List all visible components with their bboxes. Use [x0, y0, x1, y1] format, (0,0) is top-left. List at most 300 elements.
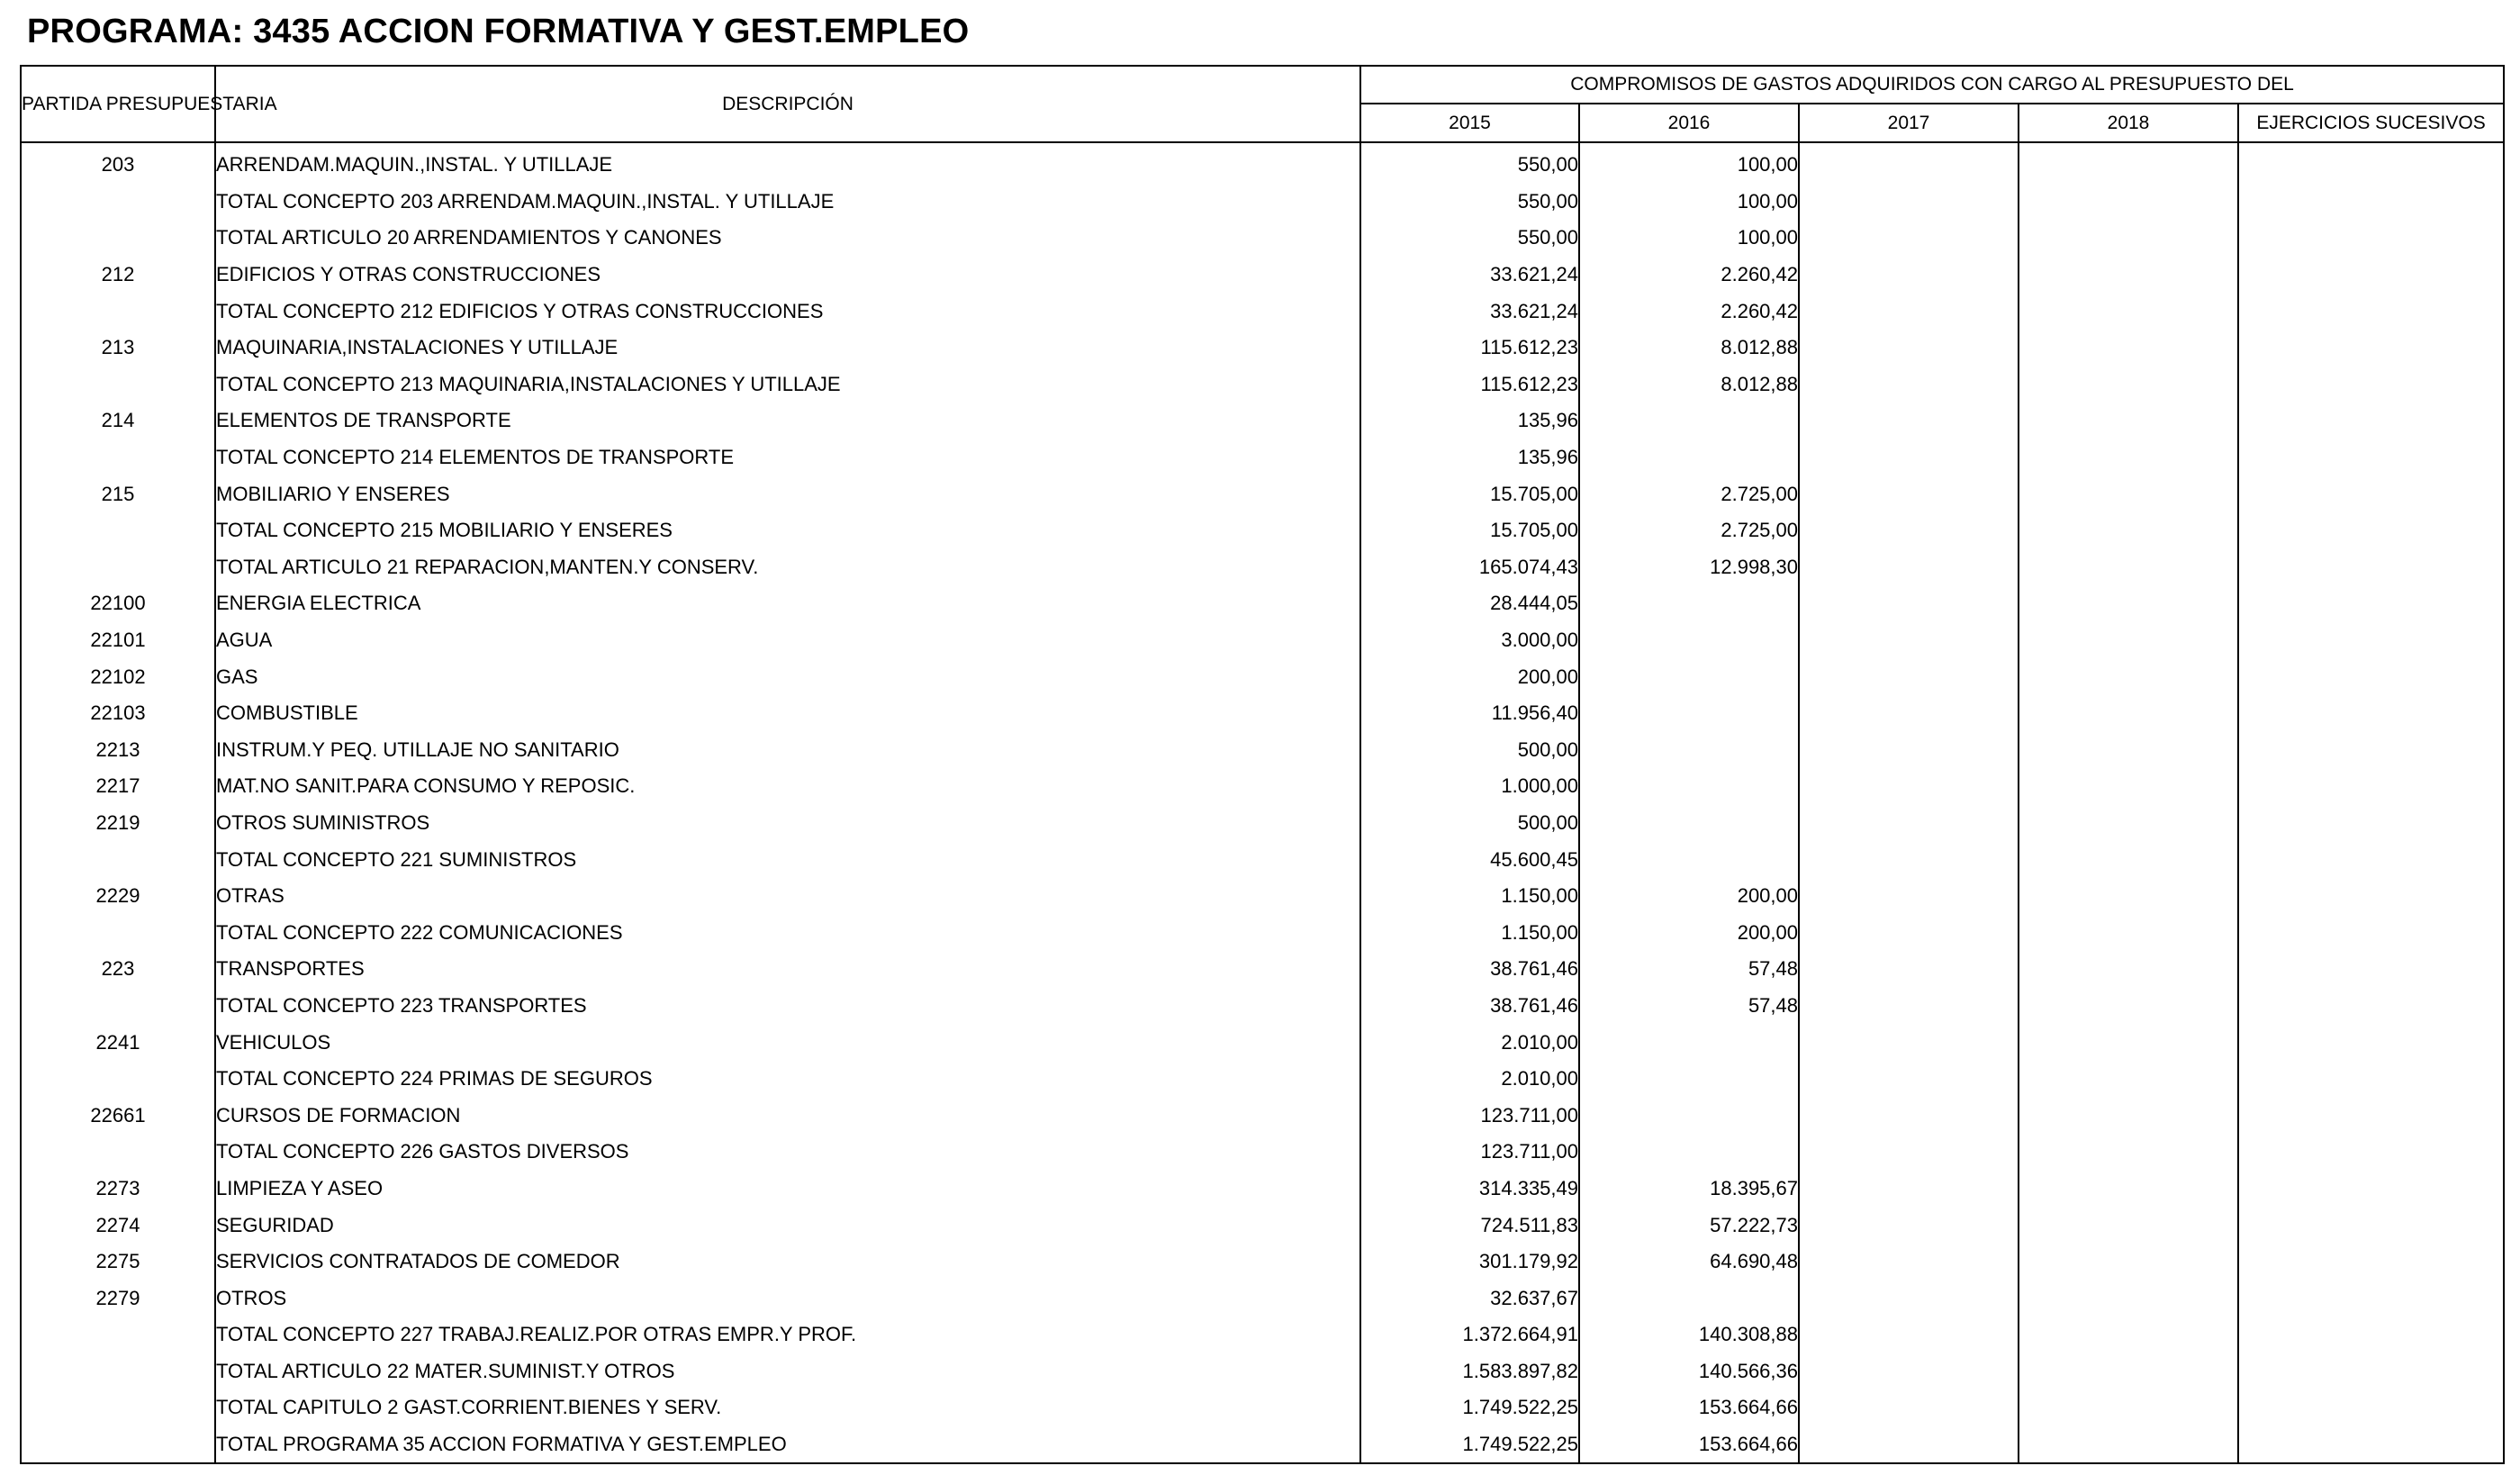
row-amount-2017	[1799, 695, 2019, 732]
row-amount-2017	[1799, 622, 2019, 659]
row-amount-2018	[2019, 805, 2238, 842]
table-row	[21, 695, 2504, 732]
row-amount-2018	[2019, 878, 2238, 915]
row-amount-sucesivos	[2238, 220, 2504, 257]
row-amount-sucesivos	[2238, 1207, 2504, 1244]
row-amount-2018	[2019, 475, 2238, 512]
row-code: 22661	[21, 1097, 215, 1134]
row-amount-2015: 28.444,05	[1360, 585, 1579, 622]
row-description: LIMPIEZA Y ASEO	[215, 1171, 1360, 1208]
row-amount-2018	[2019, 293, 2238, 330]
row-amount-2015: 115.612,23	[1360, 330, 1579, 366]
row-amount-2018	[2019, 1024, 2238, 1061]
row-code	[21, 1061, 215, 1098]
row-description: TOTAL CONCEPTO 212 EDIFICIOS Y OTRAS CONSTRUCCIONES	[215, 293, 1360, 330]
row-amount-2015: 38.761,46	[1360, 951, 1579, 988]
table-row	[21, 732, 2504, 769]
row-amount-2015: 11.956,40	[1360, 695, 1579, 732]
row-code: 213	[21, 330, 215, 366]
row-amount-2018	[2019, 549, 2238, 586]
row-amount-2016: 2.260,42	[1579, 293, 1799, 330]
row-amount-sucesivos	[2238, 1024, 2504, 1061]
page-title: PROGRAMA: 3435 ACCION FORMATIVA Y GEST.EMPLEO	[27, 13, 970, 50]
row-amount-2016	[1579, 805, 1799, 842]
row-amount-2016	[1579, 658, 1799, 695]
row-amount-sucesivos	[2238, 622, 2504, 659]
row-description: SEGURIDAD	[215, 1207, 1360, 1244]
row-amount-sucesivos	[2238, 1353, 2504, 1390]
row-code: 215	[21, 475, 215, 512]
row-code: 2241	[21, 1024, 215, 1061]
row-code	[21, 988, 215, 1025]
row-amount-2015: 33.621,24	[1360, 257, 1579, 294]
row-amount-2016	[1579, 1061, 1799, 1098]
row-description: TOTAL CONCEPTO 214 ELEMENTOS DE TRANSPORTE	[215, 439, 1360, 476]
row-amount-2018	[2019, 622, 2238, 659]
row-amount-2018	[2019, 1353, 2238, 1390]
row-amount-2017	[1799, 220, 2019, 257]
row-amount-2017	[1799, 1134, 2019, 1171]
row-amount-2016: 18.395,67	[1579, 1171, 1799, 1208]
row-amount-2017	[1799, 1171, 2019, 1208]
header-year-2015: 2015	[1360, 104, 1579, 142]
row-amount-2017	[1799, 988, 2019, 1025]
row-amount-2015: 1.372.664,91	[1360, 1317, 1579, 1353]
row-amount-2018	[2019, 512, 2238, 549]
row-amount-2017	[1799, 768, 2019, 805]
row-description: MOBILIARIO Y ENSERES	[215, 475, 1360, 512]
row-amount-2018	[2019, 1134, 2238, 1171]
table-row	[21, 1317, 2504, 1353]
row-amount-sucesivos	[2238, 366, 2504, 403]
row-amount-2016	[1579, 439, 1799, 476]
row-amount-2017	[1799, 330, 2019, 366]
table-row	[21, 512, 2504, 549]
row-code	[21, 366, 215, 403]
row-amount-2015: 45.600,45	[1360, 841, 1579, 878]
row-amount-2018	[2019, 1097, 2238, 1134]
table-header	[21, 66, 2504, 142]
row-amount-2018	[2019, 732, 2238, 769]
row-code: 22103	[21, 695, 215, 732]
row-amount-2015: 1.749.522,25	[1360, 1389, 1579, 1426]
table-row	[21, 1207, 2504, 1244]
row-amount-sucesivos	[2238, 768, 2504, 805]
row-description: TOTAL CONCEPTO 222 COMUNICACIONES	[215, 914, 1360, 951]
row-amount-2017	[1799, 184, 2019, 221]
table-row	[21, 1244, 2504, 1280]
row-amount-2016: 100,00	[1579, 220, 1799, 257]
row-amount-2017	[1799, 439, 2019, 476]
row-amount-2015: 123.711,00	[1360, 1097, 1579, 1134]
row-code: 203	[21, 142, 215, 184]
table-row	[21, 220, 2504, 257]
row-code	[21, 549, 215, 586]
table-row	[21, 658, 2504, 695]
row-amount-sucesivos	[2238, 658, 2504, 695]
row-amount-2017	[1799, 878, 2019, 915]
row-amount-2015: 2.010,00	[1360, 1061, 1579, 1098]
row-amount-sucesivos	[2238, 257, 2504, 294]
row-amount-2018	[2019, 142, 2238, 184]
row-amount-2017	[1799, 475, 2019, 512]
row-description: INSTRUM.Y PEQ. UTILLAJE NO SANITARIO	[215, 732, 1360, 769]
header-year-2018: 2018	[2019, 104, 2238, 142]
row-amount-sucesivos	[2238, 1389, 2504, 1426]
row-amount-2018	[2019, 220, 2238, 257]
row-amount-2015: 500,00	[1360, 805, 1579, 842]
header-year-2017: 2017	[1799, 104, 2019, 142]
row-amount-2017	[1799, 1426, 2019, 1464]
row-description: CURSOS DE FORMACION	[215, 1097, 1360, 1134]
row-amount-2016	[1579, 1134, 1799, 1171]
row-amount-2016: 8.012,88	[1579, 366, 1799, 403]
row-amount-2016: 57,48	[1579, 951, 1799, 988]
row-amount-2017	[1799, 585, 2019, 622]
row-amount-2015: 314.335,49	[1360, 1171, 1579, 1208]
row-amount-2018	[2019, 951, 2238, 988]
row-amount-2017	[1799, 1061, 2019, 1098]
row-amount-sucesivos	[2238, 1134, 2504, 1171]
row-amount-2016: 153.664,66	[1579, 1389, 1799, 1426]
row-amount-2016: 2.260,42	[1579, 257, 1799, 294]
table-row	[21, 1134, 2504, 1171]
row-amount-sucesivos	[2238, 330, 2504, 366]
row-amount-sucesivos	[2238, 695, 2504, 732]
row-amount-2017	[1799, 512, 2019, 549]
row-amount-2016: 153.664,66	[1579, 1426, 1799, 1464]
row-amount-2016	[1579, 695, 1799, 732]
row-amount-2018	[2019, 1061, 2238, 1098]
row-amount-2016: 2.725,00	[1579, 512, 1799, 549]
row-amount-2017	[1799, 805, 2019, 842]
row-amount-2018	[2019, 1389, 2238, 1426]
budget-table	[20, 65, 2505, 1464]
row-amount-sucesivos	[2238, 403, 2504, 439]
row-amount-2015: 1.583.897,82	[1360, 1353, 1579, 1390]
table-row	[21, 257, 2504, 294]
row-description: MAQUINARIA,INSTALACIONES Y UTILLAJE	[215, 330, 1360, 366]
row-code	[21, 512, 215, 549]
row-code: 2229	[21, 878, 215, 915]
row-description: SERVICIOS CONTRATADOS DE COMEDOR	[215, 1244, 1360, 1280]
row-code	[21, 1134, 215, 1171]
row-amount-2018	[2019, 1171, 2238, 1208]
row-amount-2017	[1799, 1024, 2019, 1061]
row-amount-2015: 33.621,24	[1360, 293, 1579, 330]
row-amount-2017	[1799, 366, 2019, 403]
row-amount-2018	[2019, 914, 2238, 951]
row-amount-2015: 550,00	[1360, 142, 1579, 184]
row-amount-2017	[1799, 293, 2019, 330]
row-code	[21, 841, 215, 878]
row-amount-2016: 140.308,88	[1579, 1317, 1799, 1353]
row-amount-2015: 1.749.522,25	[1360, 1426, 1579, 1464]
row-amount-2015: 1.150,00	[1360, 878, 1579, 915]
row-description: ARRENDAM.MAQUIN.,INSTAL. Y UTILLAJE	[215, 142, 1360, 184]
row-code: 212	[21, 257, 215, 294]
header-partida: PARTIDA PRESUPUESTARIA	[21, 66, 215, 142]
row-amount-sucesivos	[2238, 1280, 2504, 1317]
row-amount-2017	[1799, 257, 2019, 294]
row-amount-2018	[2019, 1244, 2238, 1280]
row-amount-sucesivos	[2238, 1097, 2504, 1134]
row-amount-sucesivos	[2238, 184, 2504, 221]
row-amount-2018	[2019, 366, 2238, 403]
row-amount-2016	[1579, 585, 1799, 622]
table-row	[21, 1389, 2504, 1426]
table-row	[21, 878, 2504, 915]
row-description: GAS	[215, 658, 1360, 695]
row-amount-2018	[2019, 1426, 2238, 1464]
row-description: TOTAL CONCEPTO 215 MOBILIARIO Y ENSERES	[215, 512, 1360, 549]
row-amount-2018	[2019, 695, 2238, 732]
row-amount-2018	[2019, 403, 2238, 439]
row-amount-2018	[2019, 439, 2238, 476]
row-amount-2015: 165.074,43	[1360, 549, 1579, 586]
row-amount-2017	[1799, 1389, 2019, 1426]
row-amount-2016: 12.998,30	[1579, 549, 1799, 586]
row-amount-sucesivos	[2238, 732, 2504, 769]
row-amount-2015: 15.705,00	[1360, 512, 1579, 549]
row-amount-2015: 1.000,00	[1360, 768, 1579, 805]
row-code: 2274	[21, 1207, 215, 1244]
table-row	[21, 549, 2504, 586]
row-amount-2015: 550,00	[1360, 220, 1579, 257]
row-description: MAT.NO SANIT.PARA CONSUMO Y REPOSIC.	[215, 768, 1360, 805]
row-amount-2017	[1799, 1280, 2019, 1317]
row-amount-2017	[1799, 549, 2019, 586]
table-row	[21, 988, 2504, 1025]
row-amount-sucesivos	[2238, 1426, 2504, 1464]
row-amount-2015: 115.612,23	[1360, 366, 1579, 403]
header-ejercicios-sucesivos: EJERCICIOS SUCESIVOS	[2238, 104, 2504, 142]
row-amount-sucesivos	[2238, 988, 2504, 1025]
table-row	[21, 914, 2504, 951]
row-description: TOTAL ARTICULO 22 MATER.SUMINIST.Y OTROS	[215, 1353, 1360, 1390]
row-amount-2015: 38.761,46	[1360, 988, 1579, 1025]
row-amount-2018	[2019, 658, 2238, 695]
row-amount-2017	[1799, 951, 2019, 988]
row-description: TOTAL CONCEPTO 223 TRANSPORTES	[215, 988, 1360, 1025]
row-amount-2018	[2019, 184, 2238, 221]
row-amount-2016: 200,00	[1579, 914, 1799, 951]
row-description: TOTAL ARTICULO 20 ARRENDAMIENTOS Y CANONES	[215, 220, 1360, 257]
row-description: COMBUSTIBLE	[215, 695, 1360, 732]
table-row	[21, 841, 2504, 878]
table-row	[21, 622, 2504, 659]
row-description: TOTAL CONCEPTO 226 GASTOS DIVERSOS	[215, 1134, 1360, 1171]
header-descripcion: DESCRIPCIÓN	[215, 66, 1360, 142]
row-amount-sucesivos	[2238, 142, 2504, 184]
table-row	[21, 1426, 2504, 1464]
row-code: 214	[21, 403, 215, 439]
header-year-2016: 2016	[1579, 104, 1799, 142]
row-description: TOTAL CONCEPTO 213 MAQUINARIA,INSTALACIONES Y UTILLAJE	[215, 366, 1360, 403]
row-amount-2016: 140.566,36	[1579, 1353, 1799, 1390]
row-description: EDIFICIOS Y OTRAS CONSTRUCCIONES	[215, 257, 1360, 294]
row-amount-2017	[1799, 658, 2019, 695]
row-amount-2015: 500,00	[1360, 732, 1579, 769]
row-amount-sucesivos	[2238, 585, 2504, 622]
row-code: 22101	[21, 622, 215, 659]
row-amount-2016	[1579, 841, 1799, 878]
row-description: OTRAS	[215, 878, 1360, 915]
row-code: 22100	[21, 585, 215, 622]
row-code	[21, 1353, 215, 1390]
row-code	[21, 220, 215, 257]
row-amount-2015: 135,96	[1360, 403, 1579, 439]
row-amount-2016	[1579, 1280, 1799, 1317]
row-code: 2279	[21, 1280, 215, 1317]
table-row	[21, 1097, 2504, 1134]
row-amount-2018	[2019, 330, 2238, 366]
row-amount-2015: 32.637,67	[1360, 1280, 1579, 1317]
table-row	[21, 330, 2504, 366]
row-amount-2015: 2.010,00	[1360, 1024, 1579, 1061]
row-amount-2016	[1579, 1024, 1799, 1061]
row-amount-2018	[2019, 1317, 2238, 1353]
row-amount-2016	[1579, 732, 1799, 769]
row-amount-2016: 57.222,73	[1579, 1207, 1799, 1244]
table-row	[21, 142, 2504, 184]
row-amount-2017	[1799, 1097, 2019, 1134]
header-compromisos: COMPROMISOS DE GASTOS ADQUIRIDOS CON CARGO AL PRESUPUESTO DEL	[1360, 66, 2504, 104]
row-amount-2016: 100,00	[1579, 142, 1799, 184]
table-row	[21, 184, 2504, 221]
row-code: 2275	[21, 1244, 215, 1280]
row-amount-sucesivos	[2238, 1171, 2504, 1208]
row-code	[21, 293, 215, 330]
table-row	[21, 1171, 2504, 1208]
table-row	[21, 293, 2504, 330]
table-row	[21, 439, 2504, 476]
row-amount-2017	[1799, 1244, 2019, 1280]
row-amount-2015: 1.150,00	[1360, 914, 1579, 951]
row-code: 2217	[21, 768, 215, 805]
row-code	[21, 184, 215, 221]
row-amount-2016: 8.012,88	[1579, 330, 1799, 366]
row-description: TOTAL CONCEPTO 227 TRABAJ.REALIZ.POR OTRAS EMPR.Y PROF.	[215, 1317, 1360, 1353]
row-amount-2017	[1799, 403, 2019, 439]
table-row	[21, 805, 2504, 842]
row-amount-2017	[1799, 1353, 2019, 1390]
table-row	[21, 1280, 2504, 1317]
row-amount-sucesivos	[2238, 878, 2504, 915]
table-body	[21, 142, 2504, 1463]
row-amount-2016: 2.725,00	[1579, 475, 1799, 512]
row-amount-2016: 64.690,48	[1579, 1244, 1799, 1280]
row-amount-2016	[1579, 622, 1799, 659]
row-amount-sucesivos	[2238, 841, 2504, 878]
row-code	[21, 1317, 215, 1353]
row-code: 2273	[21, 1171, 215, 1208]
row-description: ENERGIA ELECTRICA	[215, 585, 1360, 622]
row-amount-sucesivos	[2238, 475, 2504, 512]
row-amount-2016: 100,00	[1579, 184, 1799, 221]
row-amount-2017	[1799, 142, 2019, 184]
row-description: TOTAL CONCEPTO 224 PRIMAS DE SEGUROS	[215, 1061, 1360, 1098]
row-amount-2018	[2019, 841, 2238, 878]
row-amount-2016	[1579, 1097, 1799, 1134]
row-code	[21, 439, 215, 476]
row-amount-2017	[1799, 732, 2019, 769]
row-amount-2015: 3.000,00	[1360, 622, 1579, 659]
row-amount-2015: 200,00	[1360, 658, 1579, 695]
row-amount-sucesivos	[2238, 951, 2504, 988]
row-description: OTROS SUMINISTROS	[215, 805, 1360, 842]
row-amount-sucesivos	[2238, 512, 2504, 549]
row-amount-2016	[1579, 403, 1799, 439]
row-amount-sucesivos	[2238, 914, 2504, 951]
row-code	[21, 1426, 215, 1464]
row-amount-2017	[1799, 1317, 2019, 1353]
row-amount-2016: 200,00	[1579, 878, 1799, 915]
row-amount-2018	[2019, 1280, 2238, 1317]
row-amount-2018	[2019, 988, 2238, 1025]
row-description: TRANSPORTES	[215, 951, 1360, 988]
row-amount-sucesivos	[2238, 549, 2504, 586]
table-row	[21, 366, 2504, 403]
row-amount-2016	[1579, 768, 1799, 805]
row-code	[21, 914, 215, 951]
table-row	[21, 403, 2504, 439]
table-row	[21, 768, 2504, 805]
row-amount-2018	[2019, 585, 2238, 622]
row-amount-2015: 135,96	[1360, 439, 1579, 476]
table-row	[21, 475, 2504, 512]
row-code	[21, 1389, 215, 1426]
row-code: 2213	[21, 732, 215, 769]
row-amount-sucesivos	[2238, 1061, 2504, 1098]
table-row	[21, 585, 2504, 622]
row-amount-sucesivos	[2238, 439, 2504, 476]
row-amount-sucesivos	[2238, 1244, 2504, 1280]
table-row	[21, 1024, 2504, 1061]
row-description: VEHICULOS	[215, 1024, 1360, 1061]
row-description: ELEMENTOS DE TRANSPORTE	[215, 403, 1360, 439]
row-amount-2018	[2019, 1207, 2238, 1244]
row-amount-2015: 15.705,00	[1360, 475, 1579, 512]
row-amount-2017	[1799, 841, 2019, 878]
row-amount-sucesivos	[2238, 1317, 2504, 1353]
row-amount-2016: 57,48	[1579, 988, 1799, 1025]
table-row	[21, 1061, 2504, 1098]
row-description: TOTAL CONCEPTO 221 SUMINISTROS	[215, 841, 1360, 878]
table-row	[21, 951, 2504, 988]
row-description: TOTAL CAPITULO 2 GAST.CORRIENT.BIENES Y SERV.	[215, 1389, 1360, 1426]
table-row	[21, 1353, 2504, 1390]
row-amount-2015: 550,00	[1360, 184, 1579, 221]
row-amount-2015: 123.711,00	[1360, 1134, 1579, 1171]
row-description: TOTAL PROGRAMA 35 ACCION FORMATIVA Y GEST.EMPLEO	[215, 1426, 1360, 1464]
row-description: TOTAL ARTICULO 21 REPARACION,MANTEN.Y CONSERV.	[215, 549, 1360, 586]
row-amount-2015: 301.179,92	[1360, 1244, 1579, 1280]
row-code: 2219	[21, 805, 215, 842]
row-code: 223	[21, 951, 215, 988]
row-description: AGUA	[215, 622, 1360, 659]
row-description: OTROS	[215, 1280, 1360, 1317]
row-amount-2018	[2019, 768, 2238, 805]
row-amount-sucesivos	[2238, 805, 2504, 842]
row-amount-2015: 724.511,83	[1360, 1207, 1579, 1244]
row-amount-2017	[1799, 914, 2019, 951]
row-amount-2017	[1799, 1207, 2019, 1244]
row-amount-sucesivos	[2238, 293, 2504, 330]
row-description: TOTAL CONCEPTO 203 ARRENDAM.MAQUIN.,INSTAL. Y UTILLAJE	[215, 184, 1360, 221]
row-code: 22102	[21, 658, 215, 695]
row-amount-2018	[2019, 257, 2238, 294]
